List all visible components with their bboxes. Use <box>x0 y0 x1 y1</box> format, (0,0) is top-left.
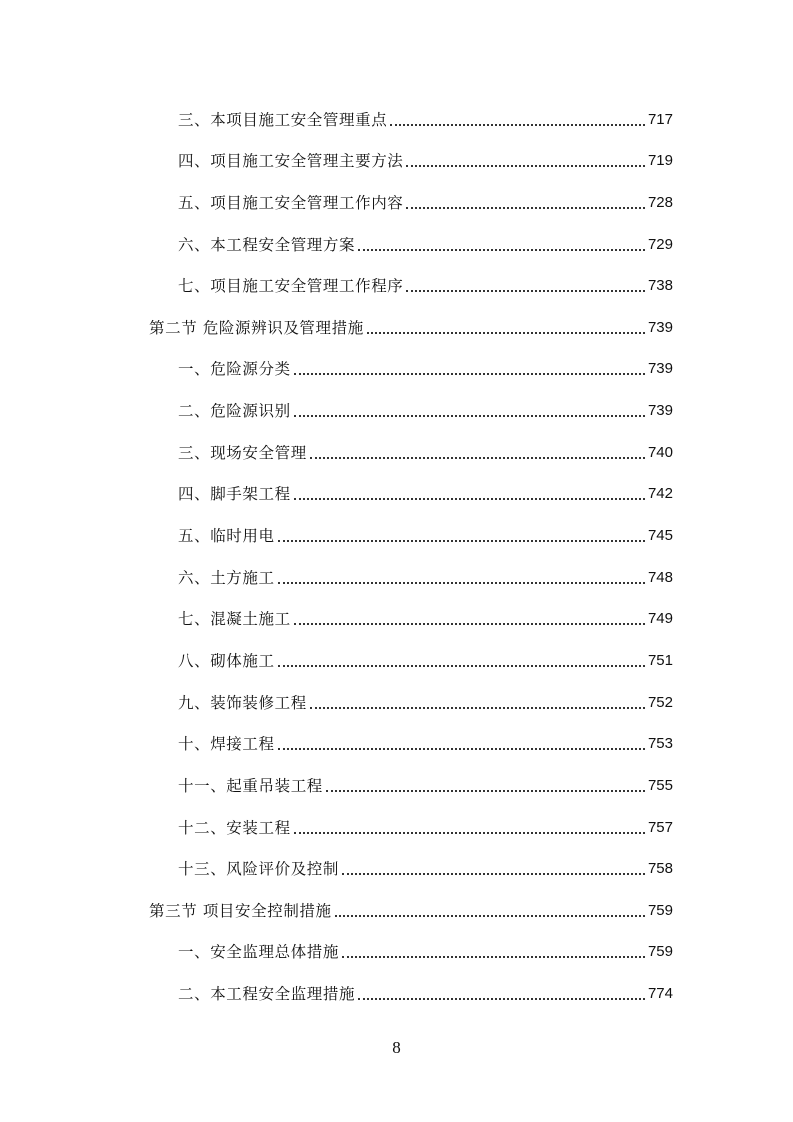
toc-entry-page: 745 <box>647 527 673 545</box>
toc-entry-title: 一、危险源分类 <box>178 360 291 379</box>
toc-dot-leader <box>294 832 645 834</box>
toc-entry[interactable] <box>0 179 793 221</box>
toc-entry[interactable] <box>0 471 793 513</box>
toc-dot-leader <box>294 623 645 625</box>
toc-dot-leader <box>294 373 645 375</box>
toc-dot-leader <box>406 165 645 167</box>
toc-entry-title: 九、装饰装修工程 <box>178 693 307 712</box>
toc-entry-page: 755 <box>647 776 673 794</box>
toc-dot-leader <box>294 415 645 417</box>
toc-entry[interactable] <box>0 429 793 471</box>
toc-entry-page: 774 <box>647 985 673 1003</box>
toc-entry-page: 739 <box>647 360 673 378</box>
toc-dot-leader <box>358 249 645 251</box>
toc-entry[interactable] <box>0 596 793 638</box>
toc-entry-title: 五、临时用电 <box>178 527 275 546</box>
toc-section-entry[interactable] <box>0 304 793 346</box>
toc-dot-leader <box>326 790 645 792</box>
toc-entry-title: 六、本工程安全管理方案 <box>178 235 356 254</box>
toc-dot-leader <box>342 873 645 875</box>
toc-dot-leader <box>278 582 645 584</box>
toc-entry[interactable] <box>0 221 793 263</box>
toc-dot-leader <box>310 707 645 709</box>
toc-entry-page: 728 <box>647 193 673 211</box>
toc-entry-page: 742 <box>647 485 673 503</box>
toc-entry[interactable] <box>0 263 793 305</box>
toc-entry-page: 740 <box>647 443 673 461</box>
toc-entry-title: 一、安全监理总体措施 <box>178 943 340 962</box>
toc-entry-page: 758 <box>647 860 673 878</box>
toc-entry-page: 749 <box>647 610 673 628</box>
toc-dot-leader <box>294 498 645 500</box>
toc-entry-page: 717 <box>647 110 673 128</box>
toc-entry[interactable] <box>0 762 793 804</box>
toc-dot-leader <box>406 290 645 292</box>
toc-entry[interactable] <box>0 512 793 554</box>
toc-entry[interactable] <box>0 846 793 888</box>
toc-entry[interactable] <box>0 679 793 721</box>
toc-dot-leader <box>406 207 645 209</box>
toc-section-entry[interactable] <box>0 887 793 929</box>
toc-entry-title: 六、土方施工 <box>178 568 275 587</box>
toc-entry-title: 七、项目施工安全管理工作程序 <box>178 277 404 296</box>
toc-dot-leader <box>278 665 645 667</box>
toc-entry[interactable] <box>0 637 793 679</box>
toc-entry-title: 八、砌体施工 <box>178 651 275 670</box>
toc-entry-title: 七、混凝土施工 <box>178 610 291 629</box>
toc-entry-page: 739 <box>647 402 673 420</box>
toc-dot-leader <box>335 915 645 917</box>
toc-entry[interactable] <box>0 554 793 596</box>
toc-entry-page: 729 <box>647 235 673 253</box>
toc-dot-leader <box>367 332 645 334</box>
toc-dot-leader <box>278 748 645 750</box>
toc-entry-title: 十三、风险评价及控制 <box>178 860 340 879</box>
toc-entry-title: 三、本项目施工安全管理重点 <box>178 110 388 129</box>
toc-entry[interactable] <box>0 929 793 971</box>
toc-entry-title: 五、项目施工安全管理工作内容 <box>178 193 404 212</box>
toc-entry-page: 738 <box>647 277 673 295</box>
page-number: 8 <box>392 1038 401 1057</box>
toc-entry[interactable] <box>0 346 793 388</box>
toc-dot-leader <box>342 956 645 958</box>
toc-entry[interactable] <box>0 970 793 1012</box>
toc-entry-page: 719 <box>647 152 673 170</box>
toc-entry-title: 四、脚手架工程 <box>178 485 291 504</box>
toc-entry-page: 759 <box>647 901 673 919</box>
toc-entry-title: 十一、起重吊装工程 <box>178 776 323 795</box>
toc-entry-title: 二、危险源识别 <box>178 402 291 421</box>
toc-entry[interactable] <box>0 721 793 763</box>
toc-entry[interactable] <box>0 804 793 846</box>
toc-entry-page: 739 <box>647 318 673 336</box>
toc-entry-title: 二、本工程安全监理措施 <box>178 985 356 1004</box>
toc-entry-title: 第二节 危险源辨识及管理措施 <box>149 318 364 337</box>
toc-entry-page: 751 <box>647 651 673 669</box>
toc-dot-leader <box>310 457 645 459</box>
toc-entry-title: 十、焊接工程 <box>178 735 275 754</box>
toc-entry-page: 759 <box>647 943 673 961</box>
toc-entry-page: 753 <box>647 735 673 753</box>
toc-entry-page: 757 <box>647 818 673 836</box>
toc-entry-title: 四、项目施工安全管理主要方法 <box>178 152 404 171</box>
toc-entry[interactable] <box>0 96 793 138</box>
toc-dot-leader <box>390 124 645 126</box>
toc-entry-title: 第三节 项目安全控制措施 <box>149 901 332 920</box>
toc-dot-leader <box>278 540 645 542</box>
toc-entry-title: 十二、安装工程 <box>178 818 291 837</box>
toc-entry-page: 748 <box>647 568 673 586</box>
toc-entry-title: 三、现场安全管理 <box>178 443 307 462</box>
table-of-contents <box>0 96 793 1012</box>
toc-entry-page: 752 <box>647 693 673 711</box>
toc-dot-leader <box>358 998 645 1000</box>
toc-entry[interactable] <box>0 387 793 429</box>
toc-entry[interactable] <box>0 138 793 180</box>
